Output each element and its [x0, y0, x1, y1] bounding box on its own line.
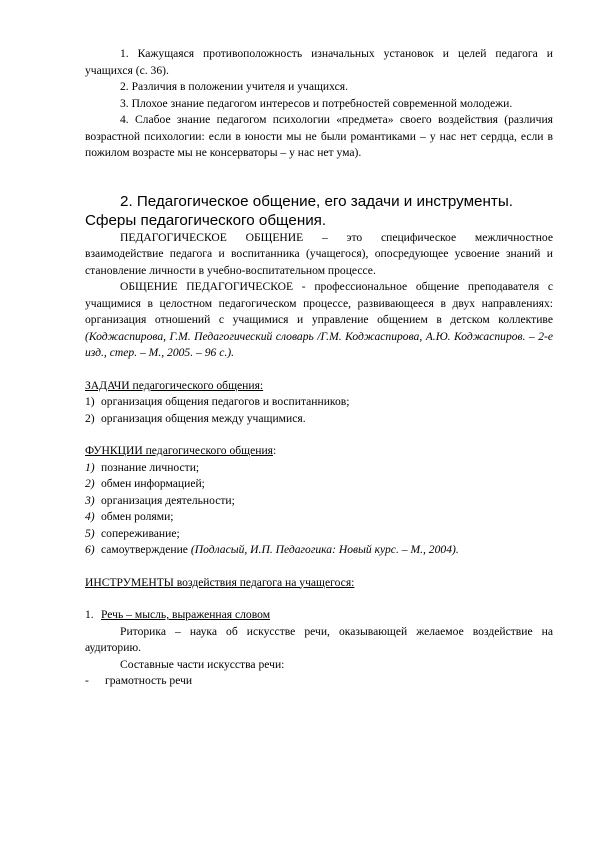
list-number: 1) — [85, 460, 95, 474]
list-dash: - — [85, 674, 89, 687]
list-item-text: сопереживание; — [101, 526, 180, 540]
list-item-text: познание личности; — [101, 460, 200, 474]
parts-list — [85, 673, 553, 690]
parts-label: Составные части искусства речи: — [120, 657, 285, 671]
list-item — [85, 411, 553, 428]
definition-paragraph-2 — [85, 279, 553, 362]
section-heading: 2. Педагогическое общение, его задачи и инструменты. Сферы педагогического общения. — [85, 192, 513, 229]
rhetoric-paragraph: Риторика – наука об искусстве речи, оказывающей желаемое воздействие на аудиторию. — [85, 624, 553, 654]
list-item — [85, 542, 553, 559]
list-item — [85, 460, 553, 477]
functions-heading: ФУНКЦИИ педагогического общения — [85, 444, 273, 457]
top-numbered-list — [85, 46, 553, 162]
list-number: 5) — [85, 526, 95, 540]
list-number: 3) — [85, 493, 95, 507]
list-number: 4) — [85, 510, 95, 523]
instruments-heading: ИНСТРУМЕНТЫ воздействия педагога на учащегося: — [85, 575, 355, 589]
list-item-text: обмен информацией; — [101, 477, 205, 490]
list-item — [85, 509, 553, 526]
functions-heading-colon: : — [273, 444, 277, 457]
instrument-item — [85, 607, 553, 624]
instruments-section — [85, 575, 553, 690]
citation: (Коджаспирова, Г.М. Педагогический словарь /Г.М. Коджаспирова, А.Ю. Коджаспиров. – 2-е изд., стер. – М., 2005. – 96 с.). — [85, 329, 553, 359]
list-item-text: обмен ролями; — [101, 510, 174, 523]
document-page — [85, 46, 553, 690]
tasks-section — [85, 378, 553, 428]
list-item-text: грамотность речи — [105, 674, 193, 687]
list-item-text: организация деятельности; — [101, 493, 235, 507]
definition-paragraph: ПЕДАГОГИЧЕСКОЕ ОБЩЕНИЕ – это специфическое межличностное взаимодействие педагога и воспитанника (учащегося), опосредующее усвоение знаний и становление личности в учебно-воспитательном процессе. — [85, 230, 553, 277]
list-item-text: организация общения педагогов и воспитанников; — [101, 395, 350, 408]
list-item: 1. Кажущаяся противоположность изначальных установок и целей педагога и учащихся (с. 36). — [85, 47, 553, 77]
list-number: 6) — [85, 543, 95, 556]
tasks-list — [85, 394, 553, 427]
list-number: 1) — [85, 395, 95, 408]
list-item-text: организация общения между учащимися. — [101, 411, 306, 425]
citation: (Подласый, И.П. Педагогика: Новый курс. – М., 2004). — [190, 543, 459, 556]
list-item: 4. Слабое знание педагогом психологии «предмета» своего воздействия (различия возрастной психологии: если в юности мы не были романтиками – у нас нет сердца, если в пожилом возрасте мы не консерваторы – у нас нет ума). — [85, 113, 553, 159]
list-item — [85, 493, 553, 510]
functions-section — [85, 443, 553, 559]
list-number: 2) — [85, 411, 95, 425]
list-item — [85, 394, 553, 411]
functions-list — [85, 460, 553, 559]
definition-text: ОБЩЕНИЕ ПЕДАГОГИЧЕСКОЕ - профессиональное общение преподавателя с учащимися в целостном педагогическом процессе, развивающееся в двух направлениях: организация отношений с учащимися и управление общением в детском коллективе — [85, 280, 553, 326]
list-item: 3. Плохое знание педагогом интересов и потребностей современной молодежи. — [120, 96, 513, 110]
list-number: 1. — [85, 608, 94, 621]
list-item-text-main: самоутверждение — [101, 543, 191, 556]
list-item — [85, 526, 553, 543]
tasks-heading: ЗАДАЧИ педагогического общения: — [85, 378, 264, 392]
list-item: 2. Различия в положении учителя и учащихся. — [120, 80, 348, 93]
instrument-item-text: Речь – мысль, выраженная словом — [101, 608, 271, 621]
list-number: 2) — [85, 477, 95, 490]
list-item-text — [101, 542, 553, 559]
list-item — [85, 476, 553, 493]
list-item — [85, 673, 553, 690]
